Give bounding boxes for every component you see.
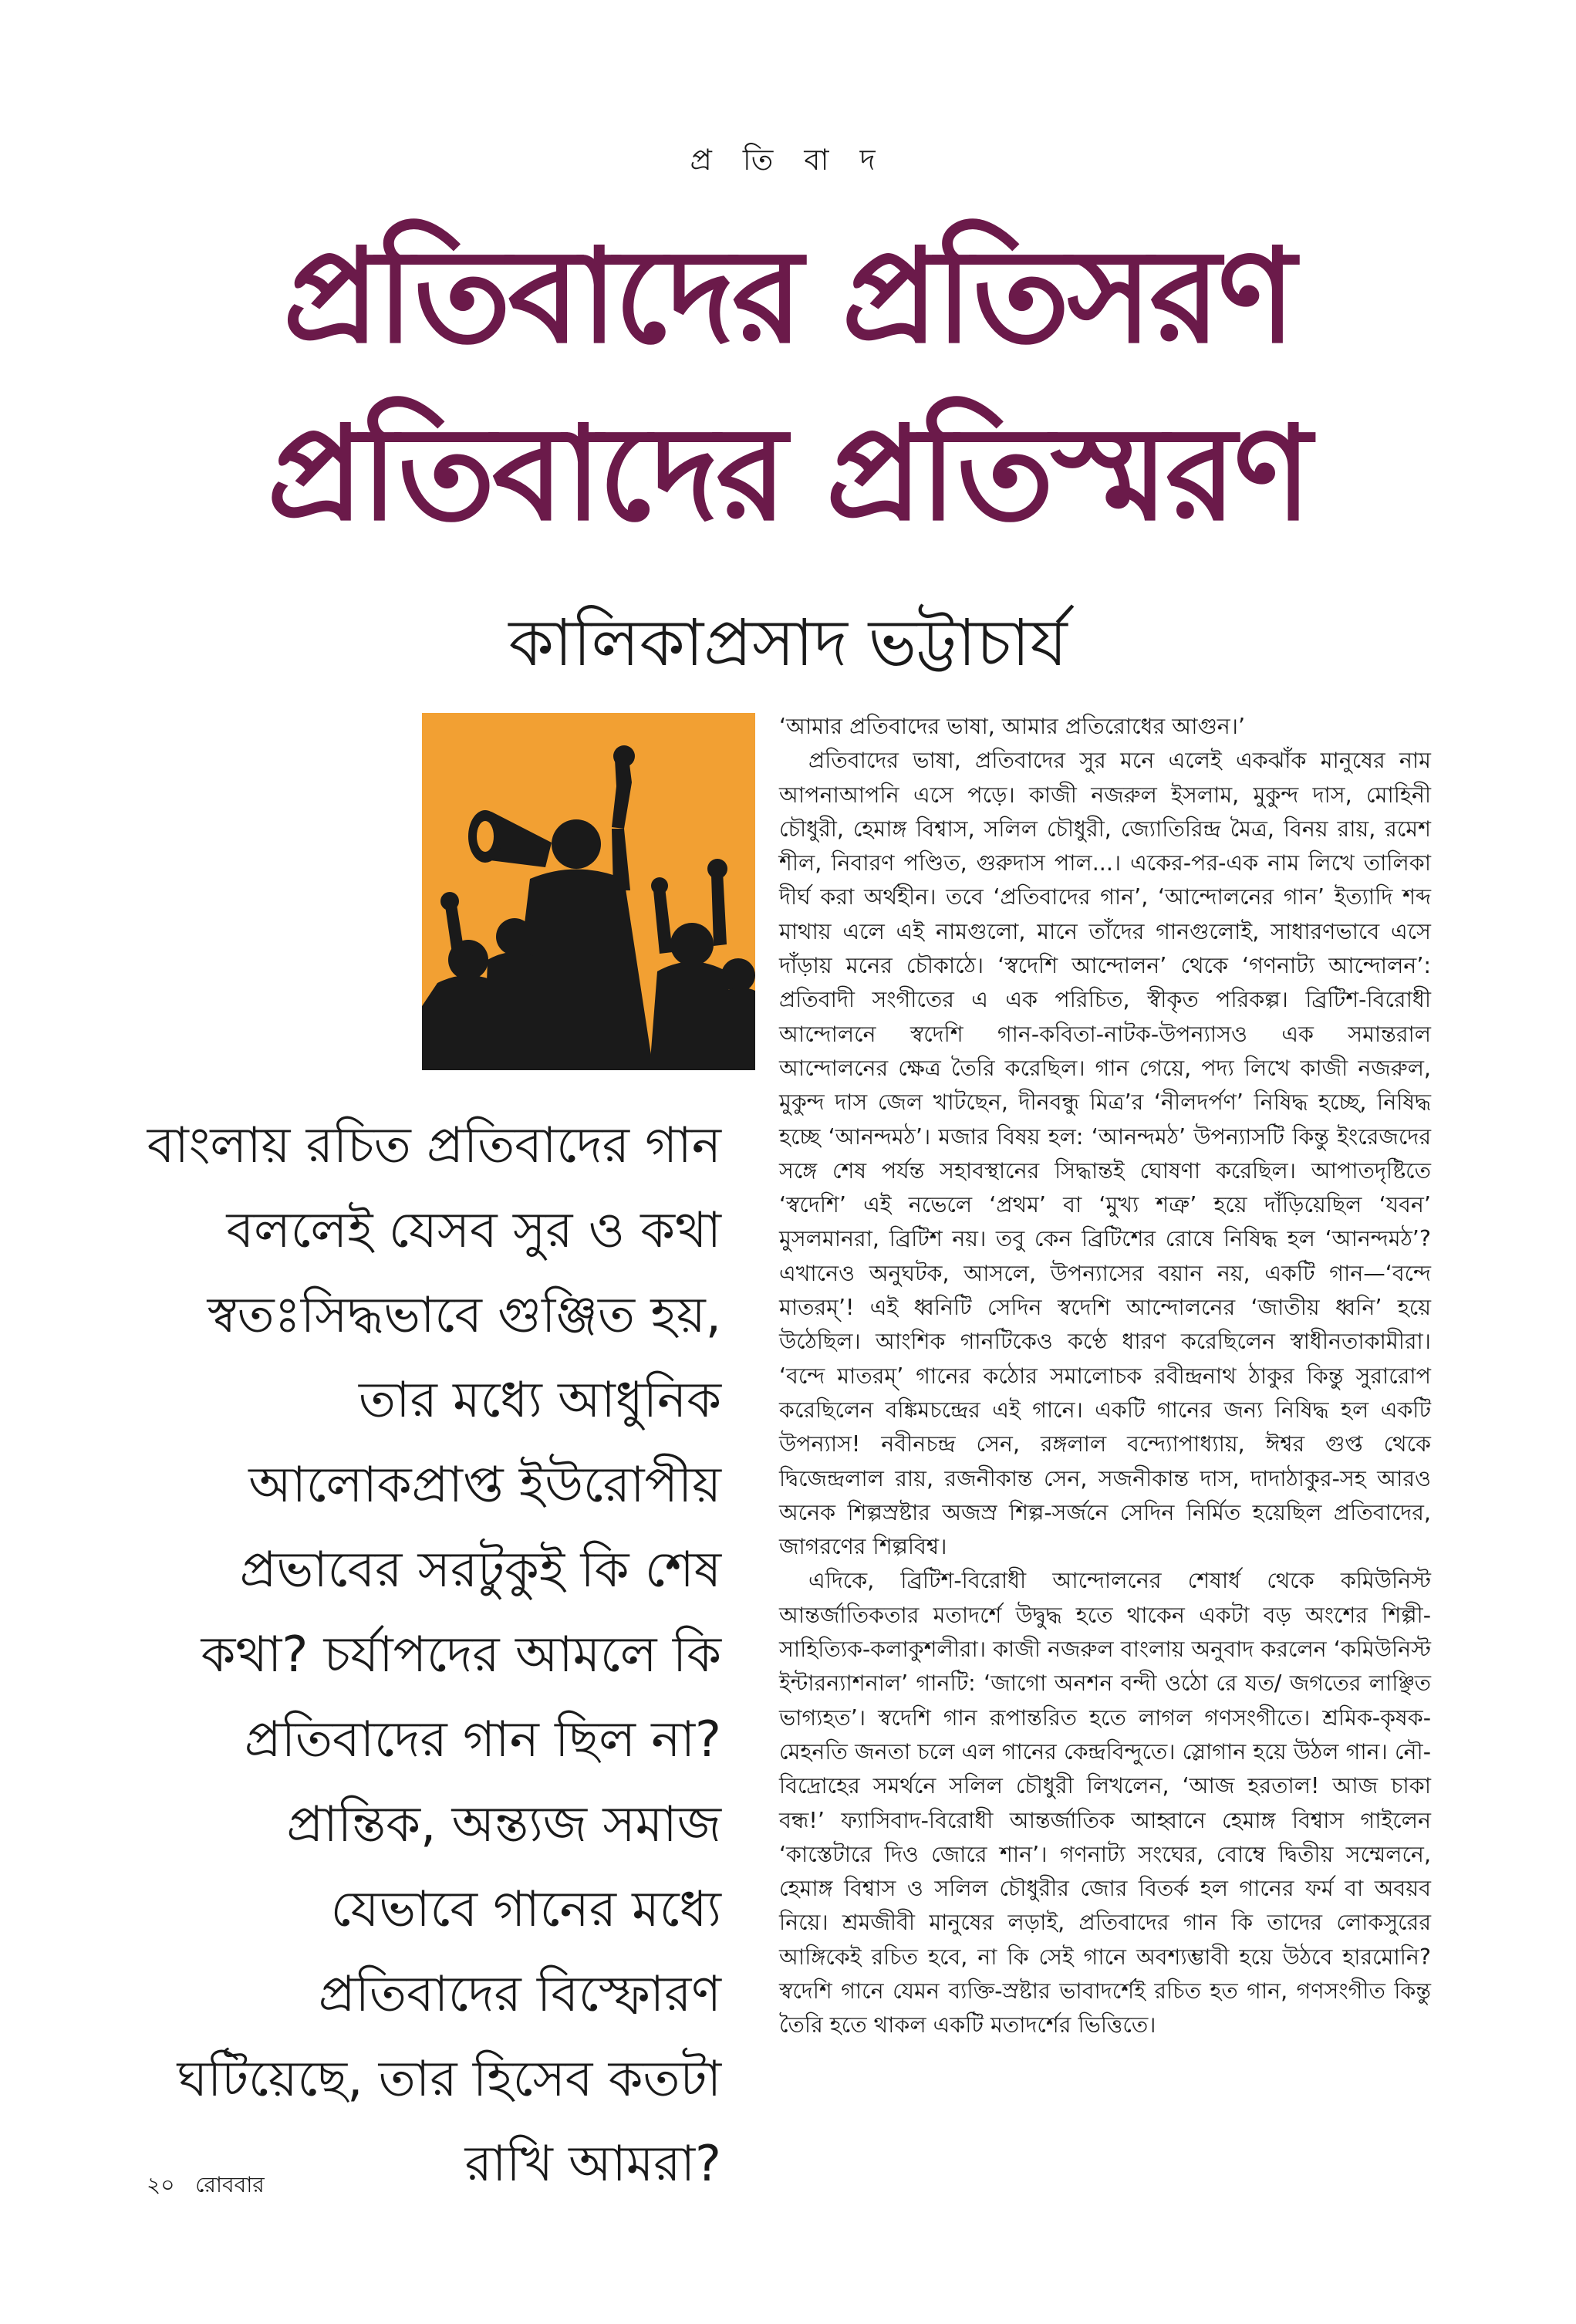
author-byline: কালিকাপ্রসাদ ভট্টাচার্য bbox=[508, 605, 1068, 681]
page-footer bbox=[147, 2168, 265, 2204]
headline-line-2: প্রতিবাদের প্রতিস্মরণ bbox=[267, 398, 1309, 549]
opening-quote: ‘আমার প্রতিবাদের ভাষা, আমার প্রতিরোধের আগুন।’ bbox=[779, 714, 1246, 739]
section-label: প্র তি বা দ bbox=[690, 143, 886, 177]
article-body bbox=[779, 710, 1431, 2043]
body-paragraph-1: প্রতিবাদের ভাষা, প্রতিবাদের সুর মনে এলেই একঝাঁক মানুষের নাম আপনাআপনি এসে পড়ে। কাজী নজরুল ইসলাম, মুকুন্দ দাস, মোহিনী চৌধুরী, হেমাঙ্গ বিশ্বাস, সলিল চৌধুরী, জ্যোতিরিন্দ্র মৈত্র, বিনয় রায়, রমেশ শীল, নিবারণ পণ্ডিত, গুরুদাস পাল...। একের-পর-এক নাম লিখে তালিকা দীর্ঘ করা অর্থহীন। তবে ‘প্রতিবাদের গান’, ‘আন্দোলনের গান’ ইত্যাদি শব্দ মাথায় এলে এই নামগুলো, মানে তাঁদের গানগুলোই, সাধারণভাবে এসে দাঁড়ায় মনের চৌকাঠে। ‘স্বদেশি আন্দোলন’ থেকে ‘গণনাট্য আন্দোলন’: প্রতিবাদী সংগীতের এ এক পরিচিত, স্বীকৃত পরিকল্প। ব্রিটিশ-বিরোধী আন্দোলনে স্বদেশি গান-কবিতা-নাটক-উপন্যাসও এক সমান্তরাল আন্দোলনের ক্ষেত্র তৈরি করেছিল। গান গেয়ে, পদ্য লিখে কাজী নজরুল, মুকুন্দ দাস জেল খাটছেন, দীনবন্ধু মিত্র’র ‘নীলদর্পণ’ নিষিদ্ধ হচ্ছে, নিষিদ্ধ হচ্ছে ‘আনন্দমঠ’। মজার বিষয় হল: ‘আনন্দমঠ’ উপন্যাসটি কিন্তু ইংরেজদের সঙ্গে শেষ পর্যন্ত সহাবস্থানের সিদ্ধান্তই ঘোষণা করেছিল। আপাতদৃষ্টিতে ‘স্বদেশি’ এই নভেলে ‘প্রথম’ বা ‘মুখ্য শত্রু’ হয়ে দাঁড়িয়েছিল ‘যবন’ মুসলমানরা, ব্রিটিশ নয়। তবু কেন ব্রিটিশের রোষে নিষিদ্ধ হল ‘আনন্দমঠ’? এখানেও অনুঘটক, আসলে, উপন্যাসের বয়ান নয়, একটি গান—‘বন্দে মাতরম্’! এই ধ্বনিটি সেদিন স্বদেশি আন্দোলনের ‘জাতীয় ধ্বনি’ হয়ে উঠেছিল। আংশিক গানটিকেও কণ্ঠে ধারণ করেছিলেন স্বাধীনতাকামীরা। ‘বন্দে মাতরম্’ গানের কঠোর সমালোচক রবীন্দ্রনাথ ঠাকুর কিন্তু সুরারোপ করেছিলেন বঙ্কিমচন্দ্রের এই গানে। একটি গানের জন্য নিষিদ্ধ হল একটি উপন্যাস! নবীনচন্দ্র সেন, রঙ্গলাল বন্দ্যোপাধ্যায়, ঈশ্বর গুপ্ত থেকে দ্বিজেন্দ্রলাল রায়, রজনীকান্ত সেন, সজনীকান্ত দাস, দাদাঠাকুর-সহ আরও অনেক শিল্পস্রষ্টার অজস্র শিল্প-সর্জনে সেদিন নির্মিত হয়েছিল প্রতিবাদের, জাগরণের শিল্পবিশ্ব। bbox=[779, 748, 1431, 1560]
headline-line-1: প্রতিবাদের প্রতিসরণ bbox=[283, 221, 1293, 372]
protest-silhouette-photo bbox=[422, 713, 755, 1070]
magazine-name: রোববার bbox=[195, 2172, 265, 2197]
page-number: ২০ bbox=[147, 2172, 175, 2197]
body-paragraph-2: এদিকে, ব্রিটিশ-বিরোধী আন্দোলনের শেষার্ধ থেকে কমিউনিস্ট আন্তর্জাতিকতার মতাদর্শে উদ্বুদ্ধ হতে থাকেন একটা বড় অংশের শিল্পী-সাহিত্যিক-কলাকুশলীরা। কাজী নজরুল বাংলায় অনুবাদ করলেন ‘কমিউনিস্ট ইন্টারন্যাশনাল’ গানটি: ‘জাগো অনশন বন্দী ওঠো রে যত/ জগতের লাঞ্ছিত ভাগ্যহত’। স্বদেশি গান রূপান্তরিত হতে লাগল গণসংগীতে। শ্রমিক-কৃষক-মেহনতি জনতা চলে এল গানের কেন্দ্রবিন্দুতে। স্লোগান হয়ে উঠল গান। নৌ-বিদ্রোহের সমর্থনে সলিল চৌধুরী লিখলেন, ‘আজ হরতাল! আজ চাকা বন্ধ!’ ফ্যাসিবাদ-বিরোধী আন্তর্জাতিক আহ্বানে হেমাঙ্গ বিশ্বাস গাইলেন ‘কাস্তেটারে দিও জোরে শান’। গণনাট্য সংঘের, বোম্বে দ্বিতীয় সম্মেলনে, হেমাঙ্গ বিশ্বাস ও সলিল চৌধুরীর জোর বিতর্ক হল গানের ফর্ম বা অবয়ব নিয়ে। শ্রমজীবী মানুষের লড়াই, প্রতিবাদের গান কি তাদের লোকসুরের আঙ্গিকেই রচিত হবে, না কি সেই গানে অবশ্যম্ভাবী হয়ে উঠবে হারমোনি? স্বদেশি গানে যেমন ব্যক্তি-স্রষ্টার ভাবাদর্শেই রচিত হত গান, গণসংগীত কিন্তু তৈরি হতে থাকল একটি মতাদর্শের ভিত্তিতে। bbox=[779, 1568, 1431, 2039]
crowd-silhouette-illustration bbox=[422, 713, 755, 1070]
pull-quote: বাংলায় রচিত প্রতিবাদের গান বললেই যেসব সুর ও কথা স্বতঃসিদ্ধভাবে গুঞ্জিত হয়, তার মধ্যে আধুনিক আলোকপ্রাপ্ত ইউরোপীয় প্রভাবের সরটুকুই কি শেষ কথা? চর্যাপদের আমলে কি প্রতিবাদের গান ছিল না? প্রান্তিক, অন্ত্যজ সমাজ যেভাবে গানের মধ্যে প্রতিবাদের বিস্ফোরণ ঘটিয়েছে, তার হিসেব কতটা রাখি আমরা? bbox=[147, 1117, 721, 2193]
